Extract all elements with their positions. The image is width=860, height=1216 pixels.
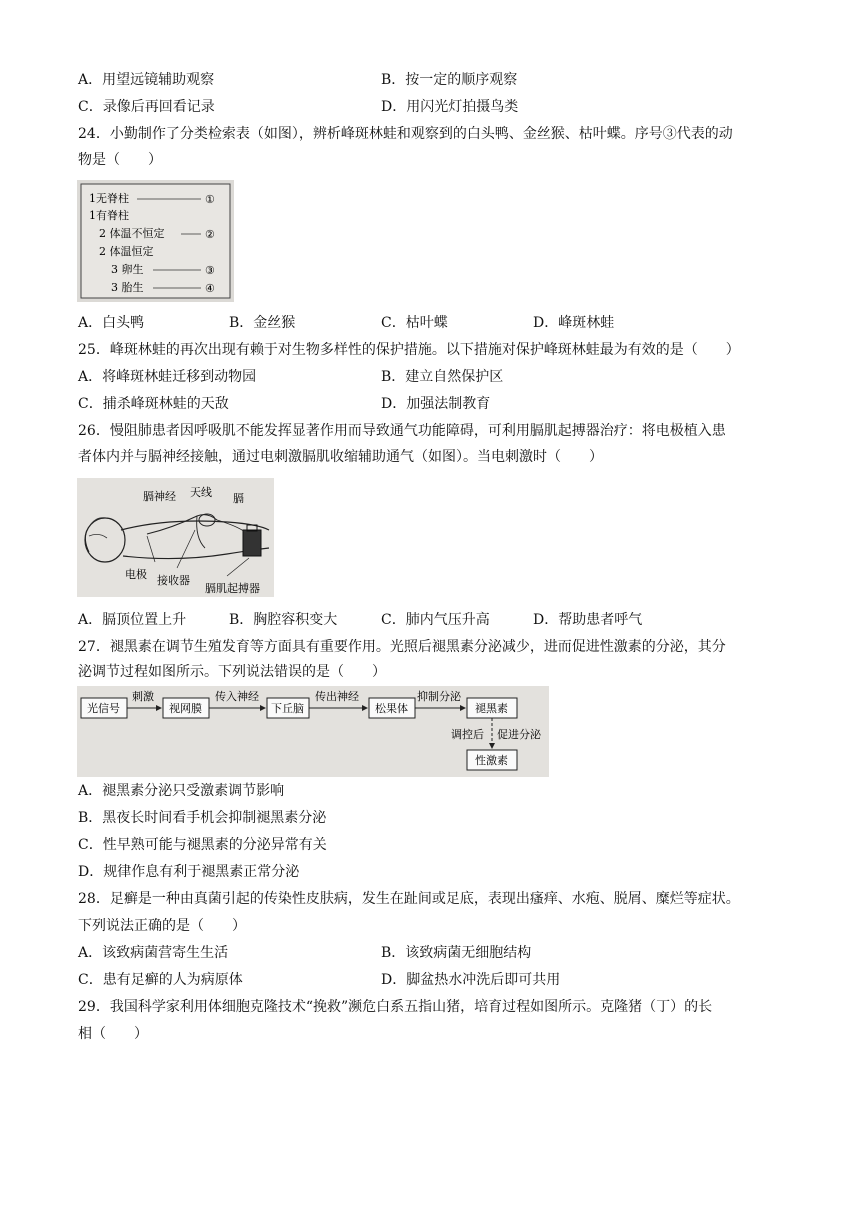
flow-arrow-stimulate: 刺激 bbox=[132, 690, 154, 703]
q25-option-c: C．捕杀峰斑林蛙的天敌 bbox=[78, 396, 229, 412]
q24-option-b: B．金丝猴 bbox=[229, 315, 296, 331]
q24-option-c: C．枯叶蝶 bbox=[381, 315, 448, 331]
label-electrode: 电极 bbox=[125, 568, 147, 581]
q29-stem-line2: 相（ ） bbox=[78, 1026, 148, 1042]
flow-box-pineal: 松果体 bbox=[375, 702, 408, 715]
flow-box-sex-hormone: 性激素 bbox=[475, 754, 508, 767]
flow-box-retina: 视网膜 bbox=[169, 702, 202, 715]
melatonin-flow-figure bbox=[77, 686, 549, 777]
flow-label-regulated: 调控后 bbox=[451, 728, 484, 741]
key-row-3: 2 体温不恒定 bbox=[99, 227, 165, 240]
q27-option-d: D．规律作息有利于褪黑素正常分泌 bbox=[78, 864, 300, 880]
key-mark-3: ③ bbox=[205, 264, 215, 277]
q26-option-b: B．胸腔容积变大 bbox=[229, 612, 338, 628]
q28-option-d: D．脚盆热水冲洗后即可共用 bbox=[381, 972, 561, 988]
flow-arrow-efferent: 传出神经 bbox=[315, 690, 359, 703]
q24-stem-line2: 物是（ ） bbox=[78, 152, 162, 168]
key-mark-1: ① bbox=[205, 193, 215, 206]
key-mark-2: ② bbox=[205, 228, 215, 241]
key-mark-4: ④ bbox=[205, 282, 215, 295]
q26-option-d: D．帮助患者呼气 bbox=[533, 612, 643, 628]
flow-box-light: 光信号 bbox=[87, 702, 120, 715]
q23-option-c: C．录像后再回看记录 bbox=[78, 99, 215, 115]
q23-option-b: B．按一定的顺序观察 bbox=[381, 72, 518, 88]
q24-stem-line1: 24．小勤制作了分类检索表（如图），辨析峰斑林蛙和观察到的白头鸭、金丝猴、枯叶蝶。序号③代表的动 bbox=[78, 126, 733, 142]
classification-key-figure bbox=[77, 180, 234, 302]
pacemaker-figure bbox=[77, 478, 274, 597]
q28-option-b: B．该致病菌无细胞结构 bbox=[381, 945, 532, 961]
q25-option-a: A．将峰斑林蛙迁移到动物园 bbox=[78, 369, 257, 385]
q26-stem-line1: 26．慢阻肺患者因呼吸肌不能发挥显著作用而导致通气功能障碍，可利用膈肌起搏器治疗：将电极植入患 bbox=[78, 423, 726, 439]
label-receiver: 接收器 bbox=[157, 574, 190, 587]
q28-option-a: A．该致病菌营寄生生活 bbox=[78, 945, 229, 961]
q25-stem-line1: 25．峰斑林蛙的再次出现有赖于对生物多样性的保护措施。以下措施对保护峰斑林蛙最为有效的是（ ） bbox=[78, 342, 740, 358]
label-pacemaker: 膈肌起搏器 bbox=[205, 582, 260, 595]
q26-option-c: C．肺内气压升高 bbox=[381, 612, 490, 628]
label-phrenic-nerve: 膈神经 bbox=[143, 490, 176, 503]
q29-stem-line1: 29．我国科学家利用体细胞克隆技术“挽救”濒危白系五指山猪，培育过程如图所示。克隆猪（丁）的长 bbox=[78, 999, 713, 1015]
key-row-1: 1无脊柱 bbox=[89, 192, 129, 205]
key-row-4: 2 体温恒定 bbox=[99, 245, 154, 258]
q28-stem-line1: 28．足癣是一种由真菌引起的传染性皮肤病，发生在趾间或足底，表现出瘙痒、水疱、脱屑、糜烂等症状。 bbox=[78, 891, 740, 907]
q27-stem-line2: 泌调节过程如图所示。下列说法错误的是（ ） bbox=[78, 664, 386, 680]
q27-option-c: C．性早熟可能与褪黑素的分泌异常有关 bbox=[78, 837, 327, 853]
q27-stem-line1: 27．褪黑素在调节生殖发育等方面具有重要作用。光照后褪黑素分泌减少，进而促进性激素的分泌，其分 bbox=[78, 639, 726, 655]
label-diaphragm: 膈 bbox=[233, 492, 244, 505]
q25-option-d: D．加强法制教育 bbox=[381, 396, 491, 412]
flow-box-hypothalamus: 下丘脑 bbox=[271, 702, 304, 715]
label-antenna: 天线 bbox=[190, 486, 212, 499]
q24-option-d: D．峰斑林蛙 bbox=[533, 315, 615, 331]
q25-option-b: B．建立自然保护区 bbox=[381, 369, 504, 385]
flow-arrow-afferent: 传入神经 bbox=[215, 690, 259, 703]
key-row-6: 3 胎生 bbox=[111, 281, 144, 294]
flow-label-promote: 促进分泌 bbox=[497, 728, 541, 741]
flow-arrow-inhibit: 抑制分泌 bbox=[417, 690, 461, 703]
q24-option-a: A．白头鸭 bbox=[78, 315, 145, 331]
q23-option-a: A．用望远镜辅助观察 bbox=[78, 72, 215, 88]
q26-stem-line2: 者体内并与膈神经接触，通过电刺激膈肌收缩辅助通气（如图）。当电刺激时（ ） bbox=[78, 449, 603, 465]
q26-option-a: A．膈顶位置上升 bbox=[78, 612, 187, 628]
q28-stem-line2: 下列说法正确的是（ ） bbox=[78, 918, 246, 934]
q23-option-d: D．用闪光灯拍摄鸟类 bbox=[381, 99, 519, 115]
q27-option-b: B．黑夜长时间看手机会抑制褪黑素分泌 bbox=[78, 810, 327, 826]
key-row-2: 1有脊柱 bbox=[89, 209, 129, 222]
key-row-5: 3 卵生 bbox=[111, 263, 144, 276]
q27-option-a: A．褪黑素分泌只受激素调节影响 bbox=[78, 783, 285, 799]
flow-box-melatonin: 褪黑素 bbox=[475, 702, 508, 715]
q28-option-c: C．患有足癣的人为病原体 bbox=[78, 972, 243, 988]
